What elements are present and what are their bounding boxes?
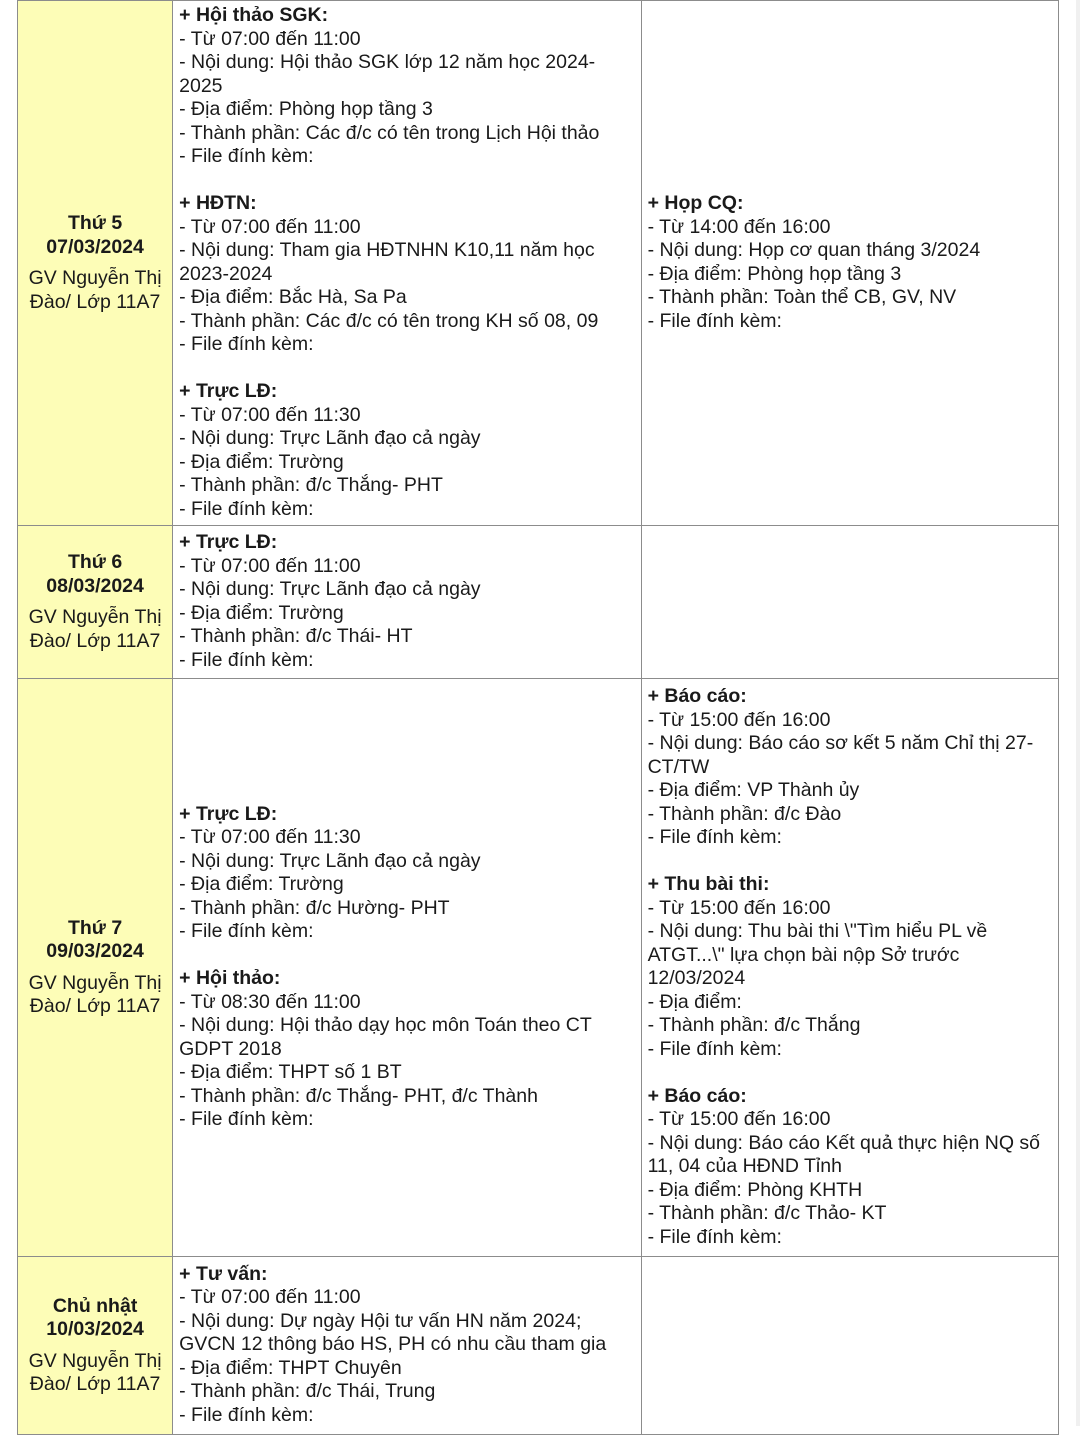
day-teacher: GV Nguyễn Thị Đào/ Lớp 11A7: [28, 267, 162, 313]
event-detail: - Nội dung: Báo cáo Kết quả thực hiện NQ số 11, 04 của HĐND Tỉnh: [647, 1131, 1041, 1177]
event-detail: - Nội dung: Dự ngày Hội tư vấn HN năm 2024; GVCN 12 thông báo HS, PH có nhu cầu tham gia: [179, 1309, 607, 1356]
event-detail: - Từ 07:00 đến 11:00: [179, 1286, 361, 1309]
event-list: [173, 528, 640, 676]
event-detail: - Thành phần: đ/c Thái- HT: [179, 625, 413, 647]
morning-cell: [173, 1257, 641, 1435]
event-title: + HĐTN:: [179, 192, 257, 214]
event-list: [173, 1, 640, 525]
event-detail: - File đính kèm:: [179, 920, 314, 942]
day-teacher: GV Nguyễn Thị Đào/ Lớp 11A7: [28, 971, 162, 1017]
event-title: + Họp CQ:: [647, 192, 744, 214]
event-block: [648, 192, 1054, 333]
day-teacher: GV Nguyễn Thị Đào/ Lớp 11A7: [28, 1349, 162, 1395]
event-detail: - Từ 07:00 đến 11:00: [179, 27, 361, 50]
event-detail: - File đính kèm:: [647, 826, 782, 848]
event-detail: - Địa điểm: Trường: [179, 450, 344, 473]
event-detail: - Thành phần: Các đ/c có tên trong KH số 08, 09: [179, 309, 599, 332]
morning-cell: [173, 526, 641, 679]
event-detail: - File đính kèm:: [179, 1108, 314, 1130]
day-date: 07/03/2024: [46, 235, 144, 258]
day-date: 09/03/2024: [46, 940, 144, 962]
event-detail: - Thành phần: đ/c Thắng- PHT, đ/c Thành: [179, 1084, 538, 1107]
day-name: Thứ 6: [67, 551, 123, 573]
event-detail: - Địa điểm: Trường: [179, 873, 344, 895]
day-date: 10/03/2024: [46, 1318, 144, 1340]
event-list: [642, 682, 1058, 1253]
event-detail: - File đính kèm:: [647, 1037, 782, 1060]
event-title: + Báo cáo:: [647, 1084, 747, 1107]
event-detail: - Thành phần: đ/c Thái, Trung: [179, 1380, 436, 1403]
event-detail: - Thành phần: đ/c Thắng- PHT: [179, 474, 443, 496]
event-title: + Trực LĐ:: [179, 380, 278, 402]
day-row: [18, 679, 1059, 1257]
event-detail: - File đính kèm:: [647, 1225, 782, 1248]
event-detail: - Nội dung: Hội thảo dạy học môn Toán theo CT GDPT 2018: [179, 1014, 592, 1060]
event-block: [179, 4, 636, 169]
event-block: [179, 531, 636, 672]
event-title: + Báo cáo:: [647, 685, 747, 707]
day-row: [18, 1, 1059, 526]
day-cell: [18, 679, 173, 1257]
event-detail: - Địa điểm: Phòng họp tầng 3: [179, 98, 433, 120]
day-teacher: GV Nguyễn Thị Đào/ Lớp 11A7: [28, 606, 162, 652]
event-detail: - Từ 15:00 đến 16:00: [647, 1108, 831, 1130]
day-date: 08/03/2024: [46, 574, 144, 597]
event-detail: - Từ 07:00 đến 11:30: [179, 826, 361, 848]
day-name: Chủ nhật: [52, 1294, 138, 1317]
event-block: [648, 873, 1054, 1061]
event-title: + Hội thảo:: [179, 967, 281, 989]
event-title: + Trực LĐ:: [179, 802, 278, 825]
event-detail: - File đính kèm:: [179, 145, 314, 167]
day-name: Thứ 5: [67, 212, 123, 234]
day-cell: [18, 1257, 173, 1435]
event-block: [648, 685, 1054, 850]
event-detail: - Địa điểm: Bắc Hà, Sa Pa: [179, 286, 407, 308]
morning-cell: [173, 1, 641, 526]
event-detail: - Từ 07:00 đến 11:00: [179, 554, 361, 577]
event-detail: - Địa điểm: THPT số 1 BT: [179, 1061, 402, 1083]
scrollbar-track[interactable]: [1076, 0, 1080, 1426]
event-detail: - Từ 07:00 đến 11:30: [179, 403, 361, 426]
event-detail: - Địa điểm: THPT Chuyên: [179, 1356, 402, 1379]
event-detail: - File đính kèm:: [179, 497, 314, 520]
event-detail: - Thành phần: đ/c Hường- PHT: [179, 896, 450, 919]
event-detail: - Nội dung: Trực Lãnh đạo cả ngày: [179, 427, 481, 449]
event-detail: - Thành phần: đ/c Thảo- KT: [647, 1202, 887, 1224]
event-detail: - File đính kèm:: [179, 648, 314, 671]
day-cell: [18, 1, 173, 526]
event-title: + Tư vấn:: [179, 1262, 268, 1285]
schedule-table: [17, 0, 1059, 1435]
event-detail: - Từ 15:00 đến 16:00: [647, 896, 831, 919]
event-detail: - Nội dung: Họp cơ quan tháng 3/2024: [647, 239, 981, 261]
event-list: [642, 1342, 1058, 1349]
day-row: [18, 1257, 1059, 1435]
day-cell: [18, 526, 173, 679]
event-block: [179, 803, 636, 944]
afternoon-cell: [641, 679, 1058, 1257]
event-block: [179, 1263, 636, 1428]
event-detail: - Địa điểm: Phòng họp tầng 3: [647, 262, 902, 285]
event-detail: - Địa điểm:: [647, 990, 742, 1013]
event-block: [179, 967, 636, 1132]
day-row: [18, 526, 1059, 679]
event-block: [179, 192, 636, 357]
event-detail: - Nội dung: Trực Lãnh đạo cả ngày: [179, 578, 481, 600]
event-detail: - Nội dung: Hội thảo SGK lớp 12 năm học 2024-2025: [179, 51, 596, 97]
event-detail: - Địa điểm: VP Thành ủy: [647, 779, 860, 801]
event-block: [179, 380, 636, 521]
event-detail: - Thành phần: đ/c Thắng: [647, 1014, 861, 1036]
afternoon-cell: [641, 1, 1058, 526]
event-detail: - Địa điểm: Trường: [179, 601, 344, 624]
event-detail: - Nội dung: Báo cáo sơ kết 5 năm Chỉ thị 27-CT/TW: [647, 732, 1034, 778]
event-title: + Hội thảo SGK:: [179, 4, 329, 26]
afternoon-cell: [641, 526, 1058, 679]
day-name: Thứ 7: [67, 916, 123, 939]
event-detail: - Nội dung: Thu bài thi \"Tìm hiểu PL về ATGT...\" lựa chọn bài nộp Sở trước 12/03/2024: [647, 920, 988, 989]
event-detail: - Địa điểm: Phòng KHTH: [647, 1178, 863, 1201]
event-title: + Thu bài thi:: [647, 873, 770, 895]
event-detail: - Thành phần: đ/c Đào: [647, 802, 842, 825]
event-detail: - File đính kèm:: [179, 1403, 314, 1426]
event-detail: - Từ 15:00 đến 16:00: [647, 708, 831, 731]
event-list: [642, 599, 1058, 606]
event-detail: - Thành phần: Các đ/c có tên trong Lịch Hội thảo: [179, 121, 600, 144]
event-detail: - Từ 08:30 đến 11:00: [179, 990, 361, 1013]
event-detail: - Nội dung: Tham gia HĐTNHN K10,11 năm học 2023-2024: [179, 239, 595, 285]
afternoon-cell: [641, 1257, 1058, 1435]
event-list: [173, 1260, 640, 1432]
schedule-body: [18, 1, 1059, 1435]
event-detail: - File đính kèm:: [179, 333, 314, 355]
event-list: [173, 800, 640, 1136]
morning-cell: [173, 679, 641, 1257]
event-detail: - Thành phần: Toàn thể CB, GV, NV: [647, 286, 957, 308]
event-list: [642, 189, 1058, 337]
event-detail: - Từ 14:00 đến 16:00: [647, 215, 831, 238]
event-detail: - File đính kèm:: [647, 309, 782, 332]
event-title: + Trực LĐ:: [179, 531, 278, 553]
event-block: [648, 1085, 1054, 1250]
event-detail: - Nội dung: Trực Lãnh đạo cả ngày: [179, 849, 481, 872]
event-detail: - Từ 07:00 đến 11:00: [179, 215, 361, 238]
